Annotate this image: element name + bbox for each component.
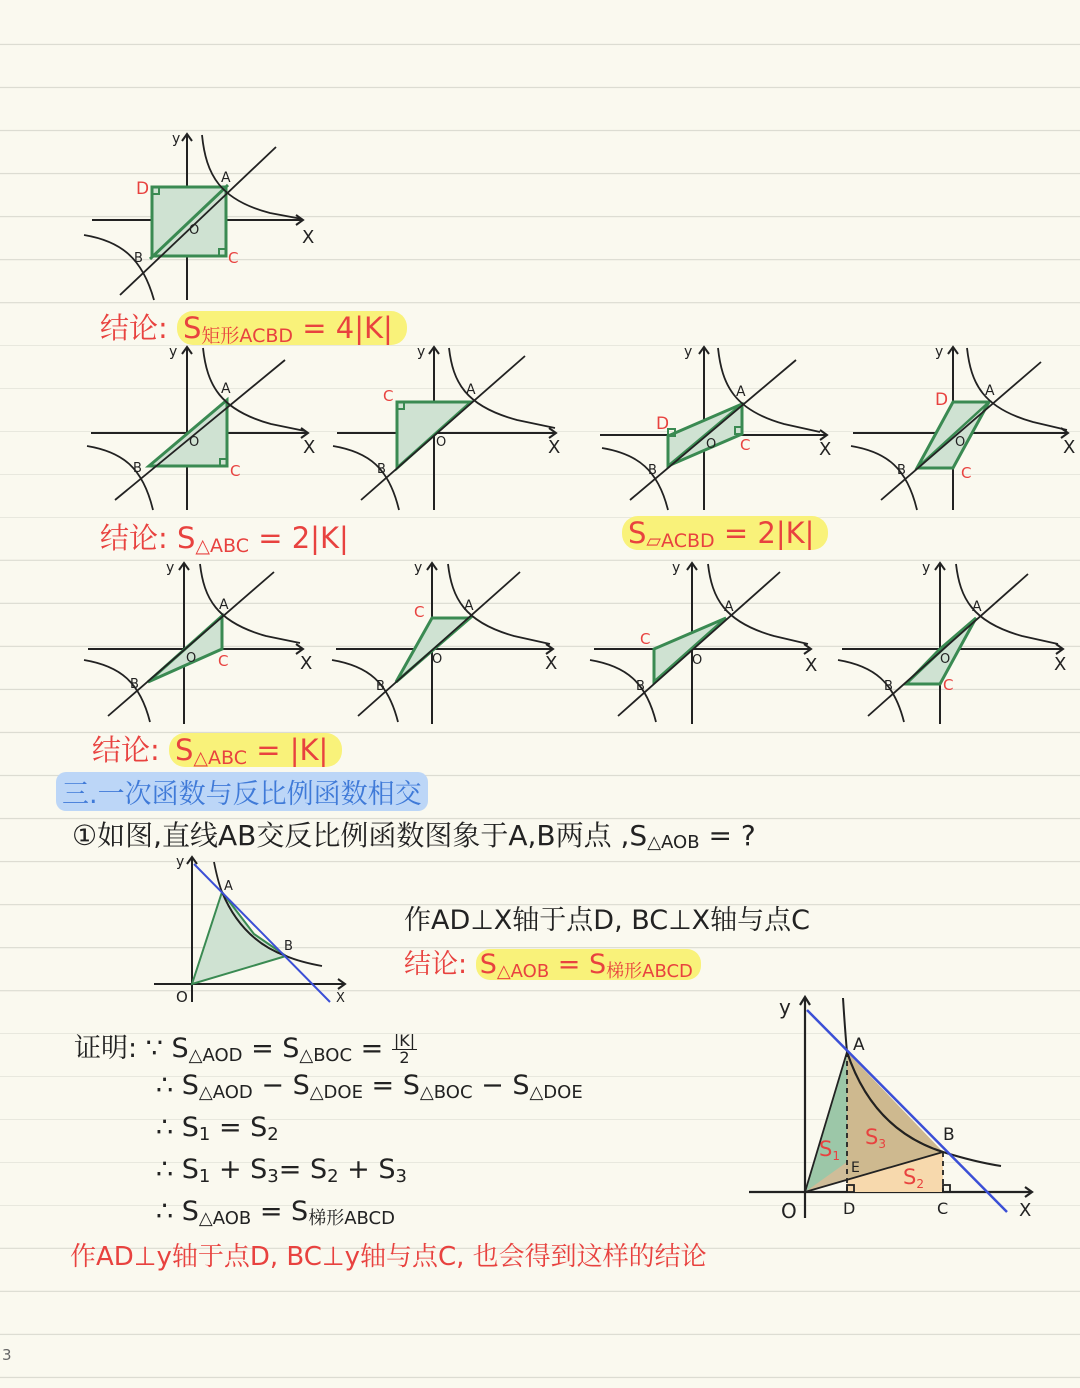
figure-parallelogram-1 [598, 340, 838, 515]
figure-origin-triangle-1 [78, 556, 318, 726]
figure-line-intersect-small [150, 852, 360, 1010]
point-b-label: B [943, 1125, 955, 1145]
origin-label: O [692, 653, 703, 668]
point-a-label: A [221, 381, 231, 397]
region-s2-s: S [903, 1165, 917, 1189]
point-c-label: C [383, 387, 394, 405]
point-a-label: A [985, 383, 995, 399]
formula-rhs: = 2|K| [723, 516, 815, 550]
conclusion-trapezoid [404, 942, 701, 983]
y-axis-label: y [176, 854, 185, 870]
x-axis-label: X [1054, 654, 1067, 675]
figure-origin-triangle-2 [330, 556, 570, 726]
point-a-label: A [972, 599, 982, 615]
region-s3-s: S [865, 1125, 879, 1149]
origin-label: O [436, 435, 447, 450]
y-axis-label: y [417, 344, 426, 360]
fraction-k-over-2 [392, 1033, 417, 1066]
proof-token: = [352, 1033, 392, 1064]
formula-s: S [177, 521, 196, 555]
figure-triangle-1 [85, 340, 325, 515]
proof-sub: 1 [198, 1124, 211, 1145]
formula-rhs: = |K| [256, 733, 329, 767]
point-b-label: B [636, 679, 645, 694]
proof-token: ∴ S [156, 1154, 199, 1185]
point-c-label: C [218, 652, 229, 670]
region-s1-sub: 1 [832, 1149, 840, 1163]
proof-line-4 [156, 1154, 407, 1187]
point-b-label: B [648, 463, 657, 478]
formula-rhs: = 4|K| [302, 311, 393, 345]
y-axis-label: y [935, 344, 944, 360]
origin-label: O [189, 435, 200, 450]
region-s3-sub: 3 [878, 1137, 886, 1151]
proof-token: ∵ S [145, 1033, 189, 1064]
proof-token: = S [251, 1196, 309, 1227]
conclusion-formula [476, 949, 701, 980]
y-axis-label: y [922, 560, 931, 576]
conclusion-prefix: 结论: [92, 733, 160, 767]
y-axis-label: y [684, 344, 693, 360]
y-axis-label: y [779, 995, 791, 1019]
proof-line-3 [156, 1112, 279, 1145]
proof-label: 证明: [74, 1033, 138, 1064]
formula-sub: △AOB [496, 961, 550, 982]
point-c-label: C [943, 676, 954, 694]
proof-token: ∴ S [156, 1196, 199, 1227]
conclusion-formula [622, 516, 828, 550]
point-a-label: A [853, 1035, 865, 1055]
formula-sub: ▱ACBD [646, 530, 715, 552]
point-b-label: B [284, 939, 293, 954]
proof-token: − S [472, 1070, 530, 1101]
formula-s: S [628, 516, 647, 550]
conclusion-prefix: 结论: [100, 521, 168, 555]
formula-sub2: 梯形ABCD [606, 961, 693, 982]
point-b-label: B [897, 463, 906, 478]
point-a-label: A [219, 597, 229, 613]
proof-sub: △AOD [188, 1045, 243, 1066]
question-body: ①如图,直线AB交反比例函数图象于A,B两点 ,S [72, 819, 648, 852]
formula-sub: △ABC [195, 535, 249, 557]
proof-line-1 [74, 1026, 417, 1066]
proof-sub: 梯形ABCD [308, 1208, 395, 1229]
x-axis-label: X [1019, 1200, 1032, 1221]
proof-line-2 [156, 1070, 583, 1103]
origin-label: O [781, 1199, 797, 1223]
origin-label: O [186, 651, 197, 666]
formula-sub: △ABC [193, 747, 247, 769]
y-axis-label: y [169, 344, 178, 360]
x-axis-label: X [545, 653, 558, 674]
conclusion-formula [169, 733, 342, 767]
point-b-label: B [134, 251, 143, 266]
proof-sub: △BOC [299, 1045, 353, 1066]
point-a-label: A [224, 879, 233, 894]
figure-origin-triangle-3 [588, 556, 828, 726]
proof-sub: 2 [267, 1124, 279, 1145]
point-c-label: C [640, 630, 651, 648]
final-note: 作AD⊥y轴于点D, BC⊥y轴与点C, 也会得到这样的结论 [70, 1242, 707, 1272]
proof-sub: 1 [198, 1166, 211, 1187]
x-axis-label: X [336, 991, 345, 1006]
x-axis-label: X [300, 653, 313, 674]
point-d-label: D [656, 414, 670, 434]
x-axis-label: X [303, 437, 316, 458]
figure-parallelogram-2 [845, 340, 1080, 515]
conclusion-prefix: 结论: [404, 949, 468, 980]
proof-sub: 2 [327, 1166, 339, 1187]
origin-label: O [955, 435, 966, 450]
proof-token: = S [362, 1070, 420, 1101]
conclusion-origin-triangle [92, 728, 342, 769]
formula-rhs: = 2|K| [258, 521, 349, 555]
point-c-label: C [228, 249, 239, 267]
x-axis-label: X [819, 439, 832, 460]
proof-token: = S [278, 1154, 328, 1185]
proof-token: − S [252, 1070, 310, 1101]
question-end: = ? [708, 819, 756, 852]
point-d-label: D [136, 179, 150, 199]
point-a-label: A [221, 170, 231, 186]
formula-sub: 矩形ACBD [201, 325, 294, 347]
figure-rectangle [80, 125, 320, 305]
region-s1-s: S [819, 1137, 833, 1161]
question-text [72, 814, 756, 854]
proof-token: + S [338, 1154, 396, 1185]
point-b-label: B [377, 462, 386, 477]
formula-eq: = S [549, 949, 607, 980]
formula-s: S [479, 949, 497, 980]
proof-sub: △AOB [198, 1208, 252, 1229]
y-axis-label: y [166, 560, 175, 576]
origin-label: O [706, 437, 717, 452]
formula-s: S [183, 311, 202, 345]
proof-token: = S [210, 1112, 268, 1143]
proof-sub: △AOD [198, 1082, 253, 1103]
point-a-label: A [724, 599, 734, 615]
construction-text: 作AD⊥X轴于点D, BC⊥X轴与点C [404, 905, 811, 936]
point-c-label: C [961, 464, 972, 482]
figure-origin-triangle-4 [836, 556, 1076, 726]
figure-triangle-2 [333, 340, 573, 515]
proof-line-5 [156, 1196, 395, 1230]
proof-token: = S [242, 1033, 300, 1064]
point-b-label: B [376, 679, 385, 694]
section-title: 三.一次函数与反比例函数相交 [56, 772, 428, 811]
point-c-label: C [740, 436, 751, 454]
point-a-label: A [464, 598, 474, 614]
proof-sub: △DOE [309, 1082, 363, 1103]
proof-sub: △BOC [419, 1082, 473, 1103]
question-sub: △AOB [647, 832, 700, 853]
proof-sub: △DOE [529, 1082, 583, 1103]
point-b-label: B [884, 679, 893, 694]
figure-line-intersect-large [745, 990, 1045, 1222]
point-c-label: C [414, 603, 425, 621]
proof-sub: 3 [395, 1166, 407, 1187]
y-axis-label: y [414, 560, 423, 576]
conclusion-parallelogram [622, 516, 828, 552]
y-axis-label: y [672, 560, 681, 576]
origin-label: O [189, 223, 200, 238]
page-number: 3 [2, 1346, 12, 1364]
proof-token: ∴ S [156, 1112, 199, 1143]
point-a-label: A [736, 384, 746, 400]
formula-s: S [175, 733, 194, 767]
x-axis-label: X [302, 227, 315, 248]
point-b-label: B [133, 461, 142, 476]
proof-sub: 3 [267, 1166, 279, 1187]
origin-label: O [432, 652, 443, 667]
x-axis-label: X [548, 437, 561, 458]
conclusion-prefix: 结论: [100, 311, 168, 345]
proof-token: ∴ S [156, 1070, 199, 1101]
conclusion-triangle [100, 516, 349, 557]
point-d-label: D [935, 390, 949, 410]
point-c-label: C [230, 462, 241, 480]
origin-label: O [940, 652, 951, 667]
region-s2-sub: 2 [916, 1177, 924, 1191]
fraction-denominator: 2 [399, 1048, 410, 1067]
fraction-numerator: |K| [393, 1031, 416, 1050]
point-c-label: C [937, 1199, 949, 1218]
point-d-label: D [843, 1199, 856, 1218]
proof-token: + S [210, 1154, 268, 1185]
point-a-label: A [466, 382, 476, 398]
x-axis-label: X [1063, 437, 1076, 458]
y-axis-label: y [172, 131, 181, 147]
point-e-label: E [851, 1160, 860, 1176]
x-axis-label: X [805, 655, 818, 676]
origin-label: O [176, 988, 188, 1006]
point-b-label: B [130, 677, 139, 692]
